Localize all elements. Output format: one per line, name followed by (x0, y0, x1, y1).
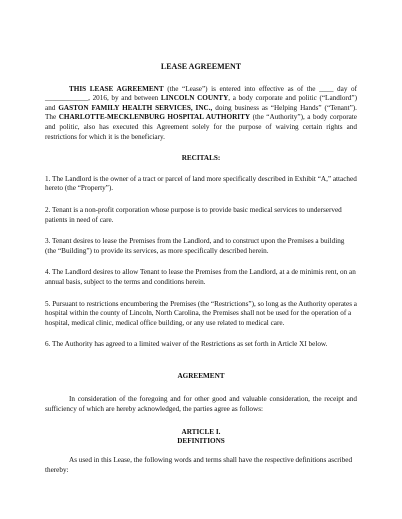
article-heading (45, 428, 357, 447)
agreement-paragraph: In consideration of the foregoing and for other good and valuable consideration, the receipt and sufficiency of which are hereby acknowledged, the parties agree as follows: (45, 395, 357, 414)
intro-text-2: , a body corporate and politic (“Landlord”) and (45, 94, 357, 112)
recital-item: 5. Pursuant to restrictions encumbering the Premises (the “Restrictions”), so long as the Authority operates a hospital within the county of Lincoln, North Carolina, the Premises shall not be used for the operation of a hospital, medical clinic, medical office building, or any use related to medical care. (45, 299, 357, 327)
landlord-name: LINCOLN COUNTY (160, 94, 229, 103)
recital-item: 3. Tenant desires to lease the Premises from the Landlord, and to construct upon the Premises a building (the “Building”) to provide its services, as more specifically described herein. (45, 237, 345, 255)
recital-item: 1. The Landlord is the owner of a tract or parcel of land more specifically described in Exhibit “A,” attached hereto (the “Property”). (45, 174, 357, 193)
document-title: LEASE AGREEMENT (160, 62, 242, 71)
article-title: DEFINITIONS (177, 437, 225, 446)
recitals-heading: RECITALS: (181, 154, 221, 163)
authority-name: CHARLOTTE-MECKLENBURG HOSPITAL AUTHORITY (58, 113, 251, 122)
intro-text-4: (the “Authority”), a body corporate and politic, also has executed this Agreement solely for the purpose of waiving certain rights and restrictions for which it is the beneficiary. (45, 113, 357, 141)
recital-item: 2. Tenant is a non-profit corporation whose purpose is to provide basic medical services to underserved patients in need of care. (45, 205, 342, 224)
intro-paragraph (45, 85, 357, 143)
tenant-name: GASTON FAMILY HEALTH SERVICES, INC., (58, 103, 213, 112)
intro-text-3: doing business as “Helping Hands” (“Tenant”). The (45, 103, 357, 122)
definitions-paragraph: As used in this Lease, the following words and terms shall have the respective definitions ascribed thereby: (45, 456, 353, 475)
article-number: ARTICLE I. (181, 427, 221, 436)
intro-text-1: (the “Lease”) is entered into effective as of the ____ day of ____________, 2016, by and between (45, 84, 357, 103)
intro-lead: THIS LEASE AGREEMENT (69, 84, 164, 93)
agreement-heading: AGREEMENT (177, 371, 225, 380)
recital-item: 4. The Landlord desires to allow Tenant to lease the Premises from the Landlord, at a de minimis rent, on an annual basis, subject to the terms and conditions herein. (45, 268, 356, 286)
recital-item: 6. The Authority has agreed to a limited waiver of the Restrictions as set forth in Article XI below. (45, 340, 328, 349)
